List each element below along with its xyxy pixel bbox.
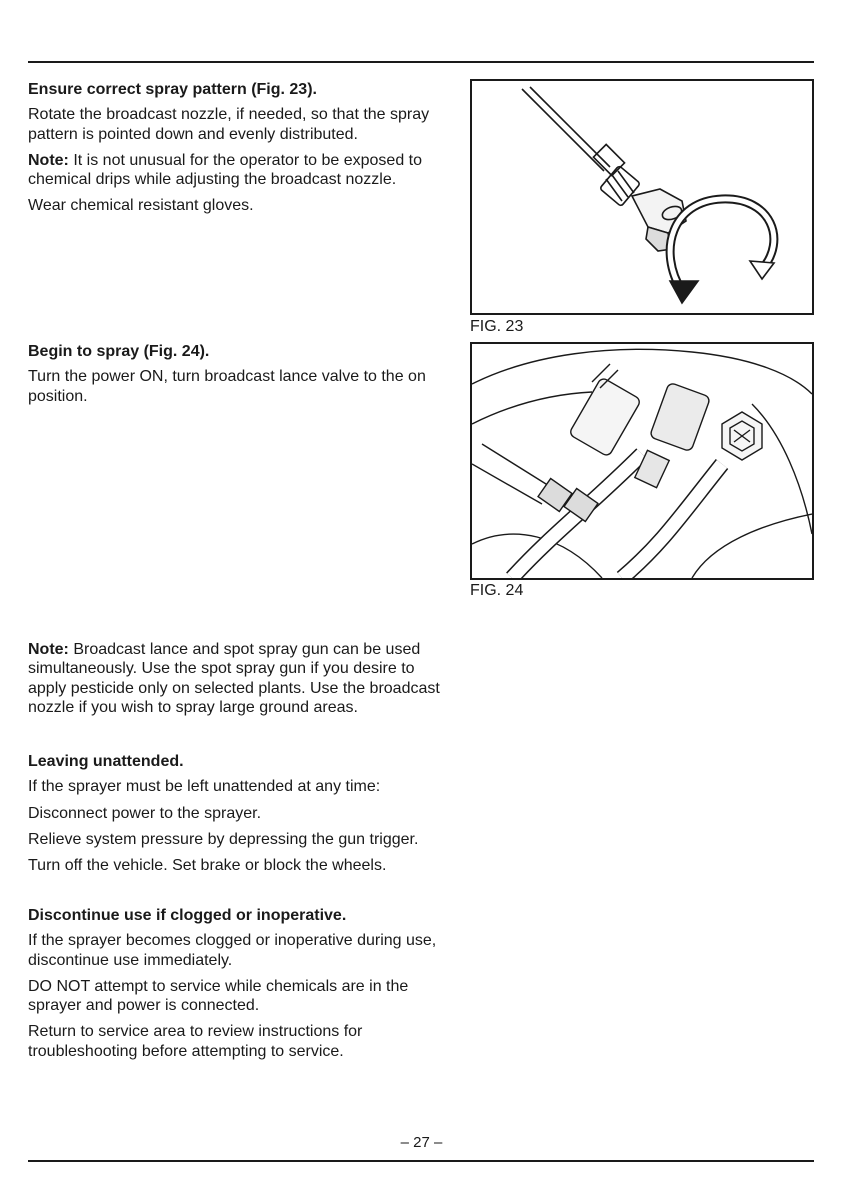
note-text: It is not unusual for the operator to be exposed to chemical drips while adjusting the broadcast nozzle. xyxy=(28,151,423,189)
section-leaving-unattended xyxy=(28,752,440,882)
figure-23-caption: FIG. 23 xyxy=(470,318,524,335)
paragraph-relieve-pressure: Relieve system pressure by depressing the gun trigger. xyxy=(28,830,419,848)
note-chemical-drips xyxy=(28,151,440,190)
heading-discontinue-use: Discontinue use if clogged or inoperative. xyxy=(28,907,347,924)
paragraph-do-not-service: DO NOT attempt to service while chemicals are in the sprayer and power is connected. xyxy=(28,977,409,1015)
paragraph-wear-gloves: Wear chemical resistant gloves. xyxy=(28,197,254,215)
section-discontinue-use xyxy=(28,906,440,1068)
top-rule xyxy=(28,61,814,63)
paragraph-turn-power-on: Turn the power ON, turn broadcast lance valve to the on position. xyxy=(28,368,426,405)
note-text: Broadcast lance and spot spray gun can be used simultaneously. Use the spot spray gun if you desire to apply pesticide only on selected plants. Use the broadcast nozzle if you wish to spray large ground areas. xyxy=(28,641,440,716)
section-simultaneous-note xyxy=(28,640,440,724)
section-begin-spray xyxy=(28,342,440,413)
heading-begin-spray: Begin to spray (Fig. 24). xyxy=(28,343,210,360)
section-spray-pattern xyxy=(28,80,440,223)
paragraph-return-to-service: Return to service area to review instructions for troubleshooting before attempting to service. xyxy=(28,1023,363,1060)
paragraph-unattended-intro: If the sprayer must be left unattended at any time: xyxy=(28,778,381,796)
bottom-rule xyxy=(28,1160,814,1162)
figure-24-valve xyxy=(470,342,814,580)
heading-spray-pattern: Ensure correct spray pattern (Fig. 23). xyxy=(28,81,317,98)
figure-24-caption: FIG. 24 xyxy=(470,582,524,599)
page-number: – 27 – xyxy=(400,1134,443,1151)
note-label: Note: xyxy=(28,641,69,658)
paragraph-disconnect-power: Disconnect power to the sprayer. xyxy=(28,804,262,822)
paragraph-turn-off-vehicle: Turn off the vehicle. Set brake or block the wheels. xyxy=(28,857,387,875)
paragraph-clogged: If the sprayer becomes clogged or inoperative during use, discontinue use immediately. xyxy=(28,932,437,969)
note-label: Note: xyxy=(28,151,69,169)
heading-leaving-unattended: Leaving unattended. xyxy=(28,753,184,770)
nozzle-illustration xyxy=(472,81,812,313)
paragraph-rotate-nozzle: Rotate the broadcast nozzle, if needed, so that the spray pattern is pointed down and evenly distributed. xyxy=(28,106,430,143)
note-simultaneous-use xyxy=(28,640,440,717)
valve-illustration xyxy=(472,344,812,578)
figure-23-nozzle xyxy=(470,79,814,315)
